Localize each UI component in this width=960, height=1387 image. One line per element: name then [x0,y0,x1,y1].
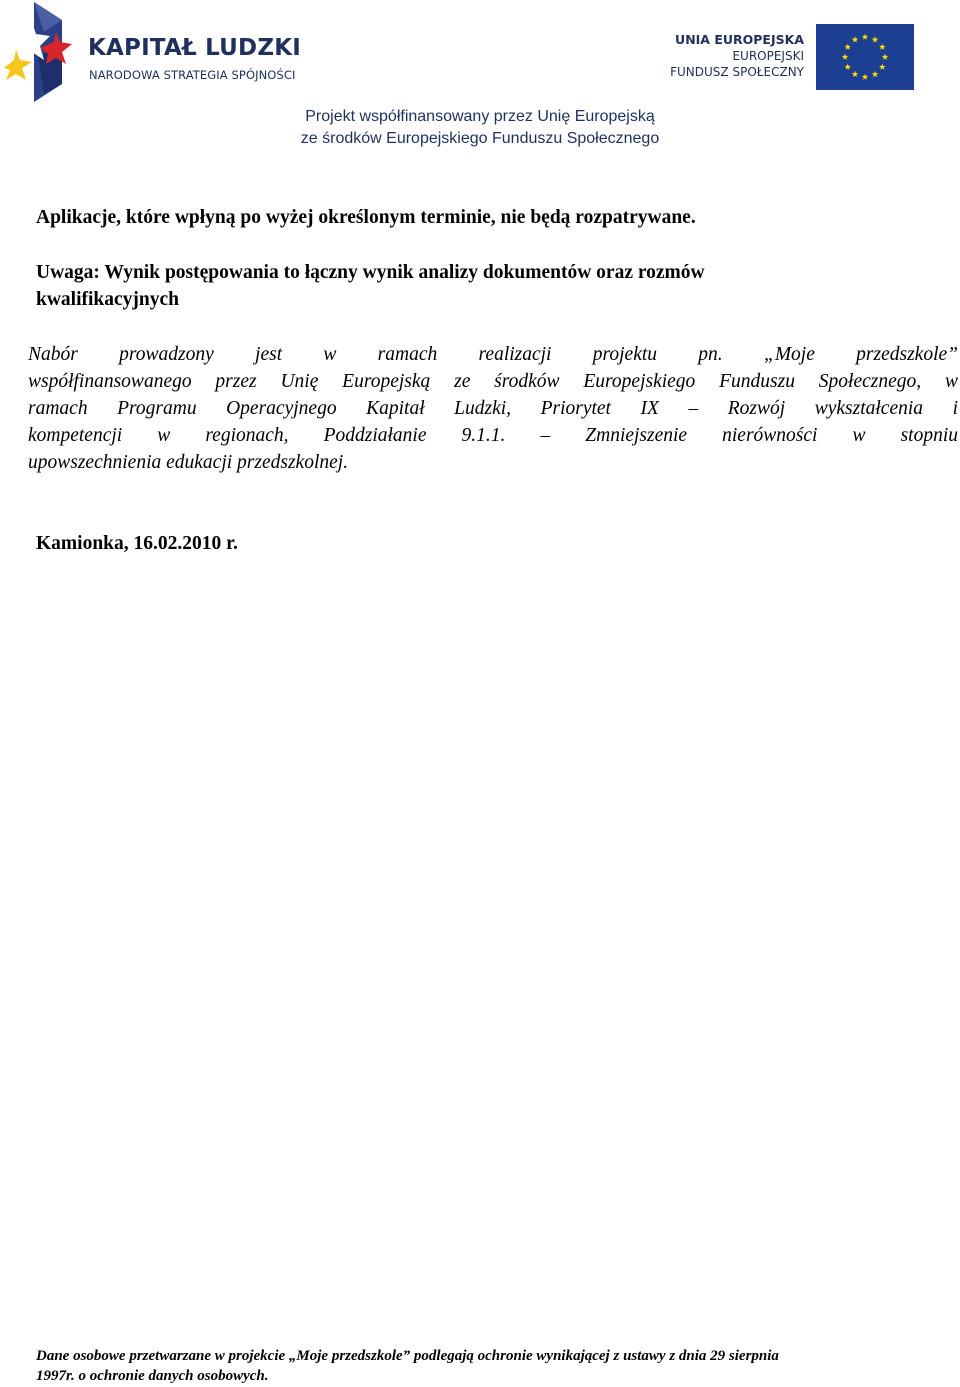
project-info-line: ramach Programu Operacyjnego Kapitał Ludzki, Priorytet IX – Rozwój wykształcenia i [28,398,958,419]
eu-line-2: EUROPEJSKI [732,49,804,63]
cofinancing-line-2: ze środków Europejskiego Funduszu Społecznego [300,130,660,147]
footer-line-2: 1997r. o ochronie danych osobowych. [36,1368,269,1384]
kapital-ludzki-title: KAPITAŁ LUDZKI [88,35,301,61]
note-line-2: kwalifikacyjnych [36,289,180,310]
footer-line-1: Dane osobowe przetwarzane w projekcie „Moje przedszkole” podlegają ochronie wynikającej z ustawy z dnia 29 sierpnia [36,1348,779,1364]
project-info-line: upowszechnienia edukacji przedszkolnej. [28,452,349,473]
project-info-line: Nabór prowadzony jest w ramach realizacji projektu pn. „Moje przedszkole” [28,344,958,365]
data-protection-footer [36,1346,936,1386]
eu-line-3: FUNDUSZ SPOŁECZNY [670,65,804,79]
kapital-ludzki-logo [4,2,314,102]
kapital-ludzki-subtitle: NARODOWA STRATEGIA SPÓJNOŚCI [89,68,296,82]
eu-logo-text [670,32,804,80]
place-and-date: Kamionka, 16.02.2010 r. [36,533,238,554]
project-info-line: współfinansowanego przez Unię Europejską ze środków Europejskiego Funduszu Społecznego, w [28,371,958,392]
project-info-paragraph [28,341,958,476]
kapital-ludzki-star-logo-icon [4,2,74,102]
eu-flag-icon [816,24,914,90]
cofinancing-line-1: Projekt współfinansowany przez Unię Europejską [305,108,655,125]
note-line-1: Uwaga: Wynik postępowania to łączny wynik analizy dokumentów oraz rozmów [36,262,705,283]
eu-line-1: UNIA EUROPEJSKA [675,32,804,47]
project-info-line: kompetencji w regionach, Poddziałanie 9.1.1. – Zmniejszenie nierówności w stopniu [28,425,958,446]
deadline-notice: Aplikacje, które wpłyną po wyżej określonym terminie, nie będą rozpatrywane. [36,207,696,228]
